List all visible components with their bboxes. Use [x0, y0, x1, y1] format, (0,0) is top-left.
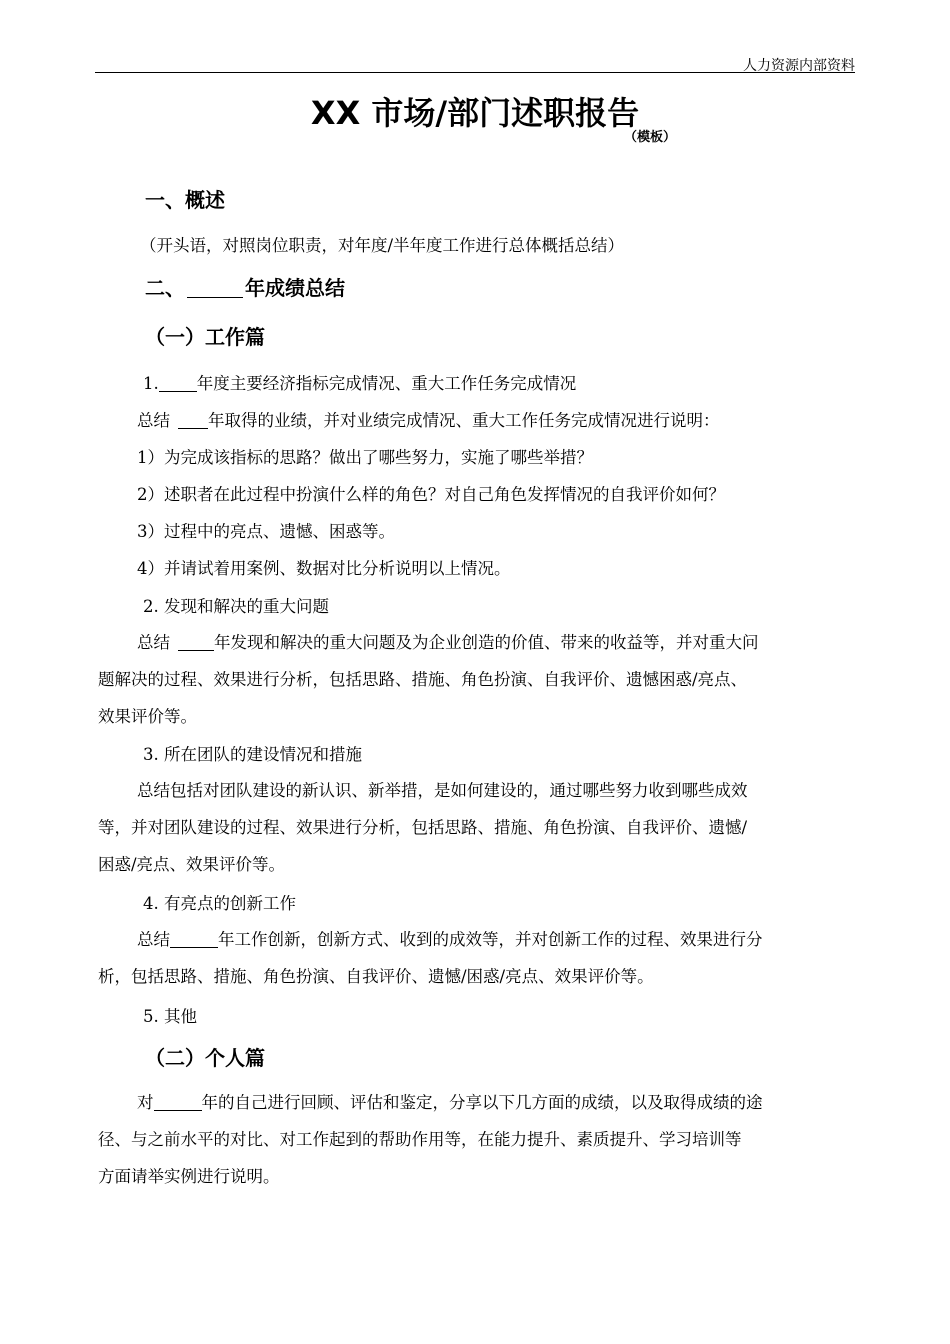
- item3-line-1: 总结包括对团队建设的新认识、新举措，是如何建设的，通过哪些努力收到哪些成效: [137, 781, 748, 800]
- section-overview-heading: 一、概述: [145, 188, 225, 212]
- item2-line-2: 题解决的过程、效果进行分析，包括思路、措施、角色扮演、自我评价、遗憾困惑/亮点、: [98, 670, 748, 689]
- item2-line-3: 效果评价等。: [98, 707, 197, 726]
- year-blank: [178, 412, 208, 430]
- item4-line-2: 析，包括思路、措施、角色扮演、自我评价、遗憾/困惑/亮点、效果评价等。: [98, 967, 654, 986]
- personal-body: [98, 1084, 858, 1195]
- item1-point-1: 1）为完成该指标的思路？做出了哪些努力，实施了哪些举措？: [137, 448, 593, 467]
- item4-body: [98, 921, 858, 995]
- item1-title: [143, 370, 576, 394]
- item1-point-3: 3）过程中的亮点、遗憾、困惑等。: [137, 522, 395, 541]
- personal-line-2: 径、与之前水平的对比、对工作起到的帮助作用等，在能力提升、素质提升、学习培训等: [98, 1130, 742, 1149]
- item4-suffix: 年工作创新，创新方式、收到的成效等，并对创新工作的过程、效果进行分: [218, 930, 763, 949]
- item1-point-2: 2）述职者在此过程中扮演什么样的角色？对自己角色发挥情况的自我评价如何？: [137, 485, 725, 504]
- page-subtitle: （模板）: [624, 130, 677, 145]
- year-blank: [187, 277, 243, 298]
- item1-intro-prefix: 总结: [137, 411, 170, 430]
- item1-intro: [137, 407, 720, 431]
- personal-suffix: 年的自己进行回顾、评估和鉴定，分享以下几方面的成绩，以及取得成绩的途: [201, 1093, 763, 1112]
- item1-title-text: 年度主要经济指标完成情况、重大工作任务完成情况: [196, 374, 577, 393]
- summary-heading-suffix: 年成绩总结: [245, 276, 345, 300]
- item3-body: [98, 772, 858, 883]
- header-label: 人力资源内部资料: [743, 58, 855, 74]
- header-divider: [95, 72, 855, 73]
- page-title: XX 市场/部门述职报告: [310, 94, 640, 132]
- item2-line-1: [98, 624, 858, 661]
- personal-line-3: 方面请举实例进行说明。: [98, 1167, 280, 1186]
- work-heading: （一）工作篇: [145, 325, 265, 349]
- section-summary-heading: [145, 272, 345, 301]
- year-blank: [154, 1094, 202, 1112]
- summary-heading-prefix: 二、: [145, 276, 185, 300]
- item1-intro-suffix: 年取得的业绩，并对业绩完成情况、重大工作任务完成情况进行说明：: [208, 411, 720, 430]
- item2-title: 2. 发现和解决的重大问题: [143, 597, 329, 616]
- item4-line-1: [98, 921, 858, 958]
- item1-number: 1.: [143, 374, 159, 393]
- item3-title: 3. 所在团队的建设情况和措施: [143, 745, 362, 764]
- personal-heading: （二）个人篇: [145, 1046, 265, 1070]
- personal-line-1: [98, 1084, 858, 1121]
- item3-line-3: 困惑/亮点、效果评价等。: [98, 855, 286, 874]
- item1-point-4: 4）并请试着用案例、数据对比分析说明以上情况。: [137, 559, 511, 578]
- year-blank: [170, 931, 218, 949]
- section-overview-text: （开头语，对照岗位职责，对年度/半年度工作进行总体概括总结）: [140, 236, 625, 255]
- item2-prefix: 总结: [137, 633, 170, 652]
- personal-prefix: 对: [137, 1093, 154, 1112]
- year-blank: [159, 375, 197, 393]
- item3-line-2: 等，并对团队建设的过程、效果进行分析，包括思路、措施、角色扮演、自我评价、遗憾/: [98, 818, 748, 837]
- item2-body: [98, 624, 858, 735]
- year-blank: [178, 634, 214, 652]
- item2-suffix: 年发现和解决的重大问题及为企业创造的价值、带来的收益等，并对重大问: [214, 633, 759, 652]
- item4-prefix: 总结: [137, 930, 170, 949]
- item5-title: 5. 其他: [143, 1007, 197, 1026]
- item4-title: 4. 有亮点的创新工作: [143, 894, 296, 913]
